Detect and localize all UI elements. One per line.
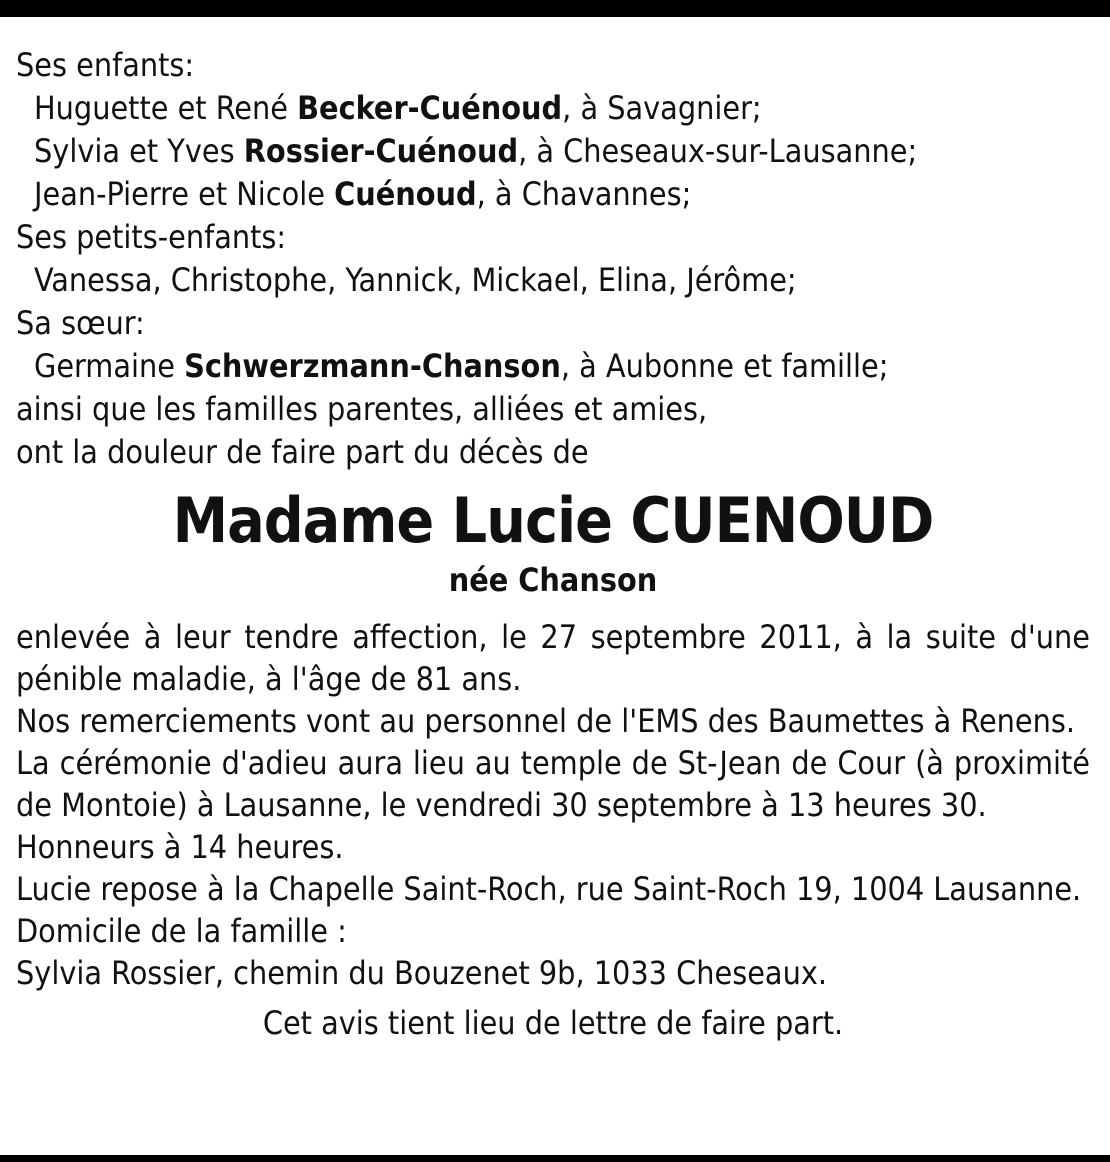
notice-paragraph: Domicile de la famille : (16, 912, 347, 950)
child-entry (16, 87, 1090, 130)
child-place: , à Cheseaux-sur-Lausanne; (518, 132, 918, 170)
children-heading: Ses enfants: (16, 46, 195, 84)
announcement-line: ont la douleur de faire part du décès de (16, 433, 589, 471)
birth-name: née Chanson (448, 561, 658, 599)
notice-paragraph: La cérémonie d'adieu aura lieu au temple de St-Jean de Cour (à proximité de Montoie) à Lausanne, le vendredi 30 septembre à 13 heures 30. (16, 744, 1090, 824)
child-place: , à Savagnier; (562, 89, 762, 127)
bottom-border-rule (0, 1155, 1110, 1162)
child-first-names: Huguette et René (34, 89, 298, 127)
child-family-name: Rossier-Cuénoud (243, 132, 519, 170)
notice-paragraph: Honneurs à 14 heures. (16, 828, 344, 866)
notice-paragraph: Lucie repose à la Chapelle Saint-Roch, rue Saint-Roch 19, 1004 Lausanne. (16, 870, 1082, 908)
sister-heading: Sa sœur: (16, 304, 145, 342)
notice-paragraph: Nos remerciements vont au personnel de l'EMS des Baumettes à Renens. (16, 702, 1076, 740)
top-border-rule (0, 0, 1110, 17)
child-entry (16, 130, 1090, 173)
child-family-name: Becker-Cuénoud (297, 89, 563, 127)
notice-paragraphs (16, 616, 1090, 994)
grandchildren-names: Vanessa, Christophe, Yannick, Mickael, Elina, Jérôme; (34, 261, 797, 299)
child-family-name: Cuénoud (334, 175, 477, 213)
child-place: , à Chavannes; (476, 175, 692, 213)
deceased-name-block (16, 482, 1090, 602)
sister-family-name: Schwerzmann-Chanson (184, 347, 561, 385)
child-first-names: Sylvia et Yves (34, 132, 244, 170)
footer-note: Cet avis tient lieu de lettre de faire part. (262, 1004, 844, 1042)
child-first-names: Jean-Pierre et Nicole (34, 175, 335, 213)
families-line: ainsi que les familles parentes, alliées et amies, (16, 390, 708, 428)
deceased-name: Madame Lucie CUENOUD (172, 484, 934, 557)
child-entry (16, 173, 1090, 216)
sister-entry (16, 345, 1090, 388)
notice-paragraph: enlevée à leur tendre affection, le 27 septembre 2011, à la suite d'une pénible maladie, à l'âge de 81 ans. (16, 618, 1090, 698)
grandchildren-heading: Ses petits-enfants: (16, 218, 287, 256)
sister-first-name: Germaine (34, 347, 185, 385)
notice-content (16, 44, 1090, 1045)
notice-paragraph: Sylvia Rossier, chemin du Bouzenet 9b, 1033 Cheseaux. (16, 954, 827, 992)
sister-place: , à Aubonne et famille; (560, 347, 889, 385)
